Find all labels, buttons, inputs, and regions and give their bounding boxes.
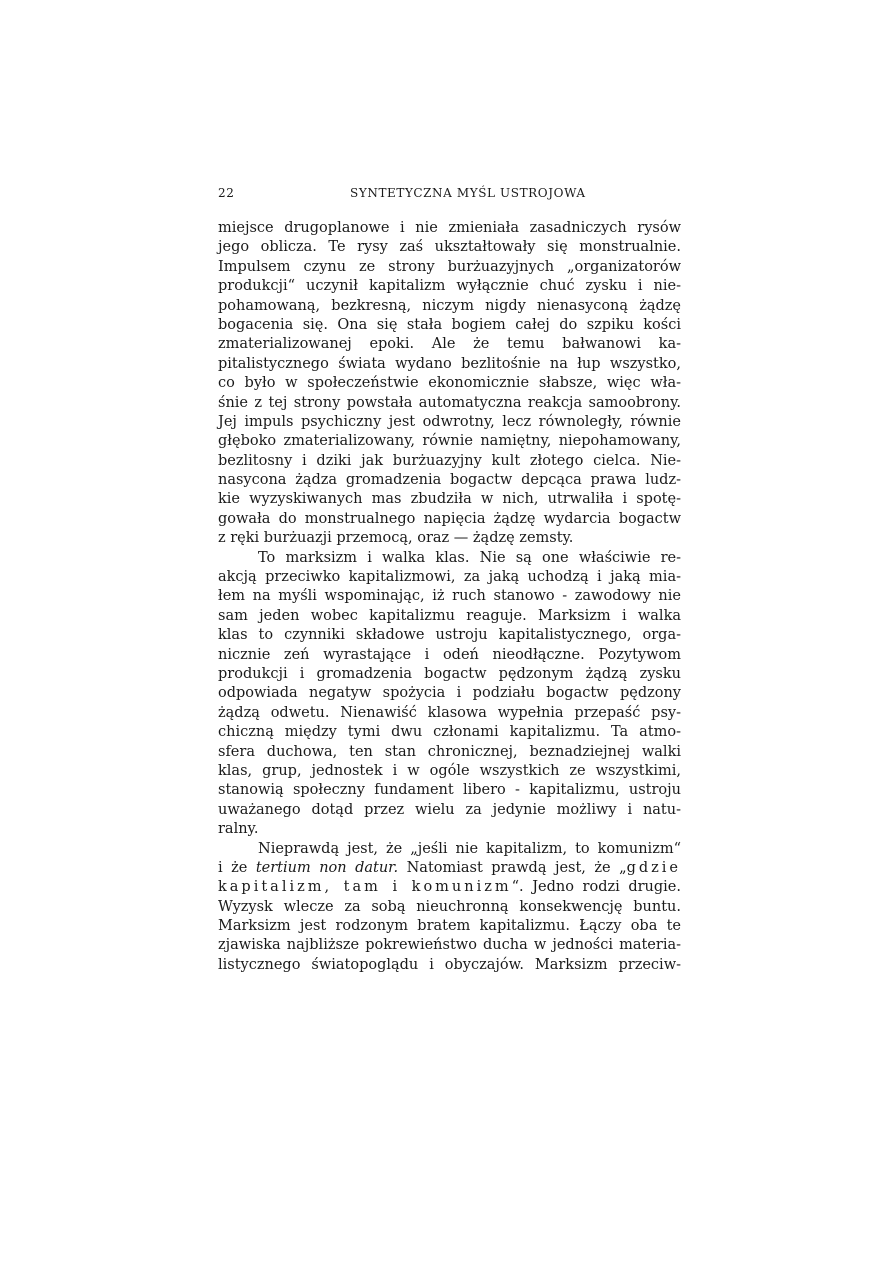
text-line: klas, grup, jednostek i w ogóle wszystkich ze wszystkimi,: [218, 762, 681, 779]
text-line: jego oblicza. Te rysy zaś ukształtowały się monstrualnie.: [218, 239, 681, 256]
text-line: Wyzysk wlecze za sobą nieuchronną konsekwencję buntu.: [218, 898, 681, 915]
text-line: odpowiada negatyw spożycia i podziału bogactw pędzony: [218, 685, 681, 702]
text-line: łem na myśli wspominając, iż ruch stanowo - zawodowy nie: [218, 588, 681, 605]
text-line: śnie z tej strony powstała automatyczna reakcja samoobrony.: [218, 394, 681, 411]
text-line: produkcji“ uczynił kapitalizm wyłącznie chuć zysku i nie-: [218, 278, 681, 295]
spaced-emphasis: kapitalizm, tam i komunizm: [218, 879, 512, 896]
text-line: To marksizm i walka klas. Nie są one właściwie re-: [258, 549, 681, 566]
text-line: nicznie zeń wyrastające i odeń nieodłączne. Pozytywom: [218, 646, 681, 663]
text-line: zmaterializowanej epoki. Ale że temu bałwanowi ka-: [218, 336, 681, 353]
latin-phrase: tertium non datur.: [255, 859, 399, 876]
text-line: miejsce drugoplanowe i nie zmieniała zasadniczych rysów: [218, 220, 681, 236]
text-line: klas to czynniki składowe ustroju kapitalistycznego, orga-: [218, 627, 681, 644]
text-line: gowała do monstrualnego napięcia żądzę wydarcia bogactw: [218, 510, 681, 527]
text-line: sfera duchowa, ten stan chronicznej, beznadziejnej walki: [218, 743, 681, 760]
text-line: [218, 859, 681, 878]
text-line: ralny.: [218, 821, 259, 838]
spaced-emphasis: gdzie: [626, 859, 682, 876]
text-line: co było w społeczeństwie ekonomicznie słabsze, więc wła-: [218, 375, 681, 392]
text-line: Nieprawdą jest, że „jeśli nie kapitalizm, to komunizm“: [258, 840, 681, 857]
text-line: akcją przeciwko kapitalizmowi, za jaką uchodzą i jaką mia-: [218, 569, 681, 586]
running-head: [218, 186, 680, 204]
text-line: stanowią społeczny fundament libero - kapitalizmu, ustroju: [218, 782, 681, 799]
text-line: bezlitosny i dziki jak burżuazyjny kult złotego cielca. Nie-: [218, 452, 681, 469]
text-line: [218, 878, 681, 897]
paragraph-3: [218, 840, 681, 976]
text-line: kie wyzyskiwanych mas zbudziła w nich, utrwaliła i spotę-: [218, 491, 681, 508]
text-line: nasycona żądza gromadzenia bogactw depcąca prawa ludz-: [218, 472, 681, 489]
text-line: Marksizm jest rodzonym bratem kapitalizmu. Łączy oba te: [218, 918, 681, 935]
text-line: pitalistycznego świata wydano bezlitośnie na łup wszystko,: [218, 355, 681, 372]
running-title: SYNTETYCZNA MYŚL USTROJOWA: [350, 186, 586, 200]
paragraph-1: [218, 219, 681, 549]
text-fragment: Natomiast prawdą jest, że „: [406, 859, 627, 876]
body-text: [218, 219, 681, 975]
text-fragment: “. Jedno rodzi drugie.: [511, 879, 681, 896]
text-line: Jej impuls psychiczny jest odwrotny, lecz równoległy, równie: [218, 413, 681, 430]
text-line: produkcji i gromadzenia bogactw pędzonym żądzą zysku: [218, 665, 681, 682]
page-number: 22: [218, 186, 235, 200]
text-line: zjawiska najbliższe pokrewieństwo ducha w jedności materia-: [218, 937, 681, 954]
text-line: bogacenia się. Ona się stała bogiem całej do szpiku kości: [218, 316, 681, 333]
text-line: pohamowaną, bezkresną, niczym nigdy nienasyconą żądzę: [218, 297, 681, 314]
paragraph-2: [218, 549, 681, 840]
text-line: sam jeden wobec kapitalizmu reaguje. Marksizm i walka: [218, 607, 681, 624]
text-fragment: i że: [218, 859, 248, 876]
text-line: uważanego dotąd przez wielu za jedynie możliwy i natu-: [218, 801, 681, 818]
text-line: Impulsem czynu ze strony burżuazyjnych „organizatorów: [218, 258, 681, 275]
text-line: głęboko zmaterializowany, równie namiętny, niepohamowany,: [218, 433, 681, 450]
text-line: listycznego światopoglądu i obyczajów. Marksizm przeciw-: [218, 956, 681, 973]
text-line: żądzą odwetu. Nienawiść klasowa wypełnia przepaść psy-: [218, 704, 681, 721]
text-line: chiczną między tymi dwu członami kapitalizmu. Ta atmo-: [218, 724, 681, 741]
text-line: z ręki burżuazji przemocą, oraz — żądzę zemsty.: [218, 530, 574, 547]
